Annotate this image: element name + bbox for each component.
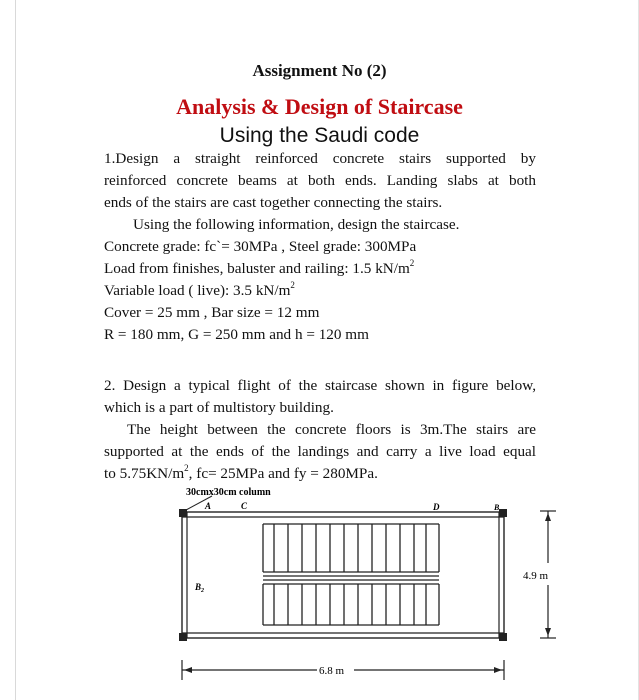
- staircase-plan-figure: [172, 483, 592, 693]
- label-b2: $B_2$: [195, 582, 205, 594]
- width-dimension-label: 6.8 m: [319, 665, 345, 677]
- q1-finishes-load: Load from finishes, baluster and railing: 1.5 $kN/m^2$: [104, 258, 415, 277]
- q2-line-1: 2. Design a typical flight of the staircase shown in figure below,: [104, 377, 536, 394]
- assignment-heading: Assignment No (2): [252, 61, 387, 80]
- q1-line-3: ends of the stairs are cast together connecting the stairs.: [104, 194, 443, 211]
- document-title: Analysis & Design of Staircase: [176, 94, 463, 119]
- column-label: 30cmx30cm column: [186, 487, 271, 498]
- column-top-right: [499, 509, 507, 517]
- q1-dimensions: R = 180 mm, G = 250 mm and h = 120 mm: [104, 326, 369, 343]
- q2-line-4: supported at the ends of the landings and carry a live load equal: [104, 443, 536, 460]
- label-a: A: [205, 501, 212, 511]
- height-arrow-top: [545, 513, 551, 521]
- q1-cover: Cover = 25 mm , Bar size = 12 mm: [104, 304, 320, 321]
- column-top-left: [179, 509, 187, 517]
- q1-variable-load: Variable load ( live): 3.5 $kN/m^2$: [104, 280, 295, 299]
- label-d: D: [433, 502, 440, 512]
- q1-line-2: reinforced concrete beams at both ends. Landing slabs at both: [104, 172, 536, 189]
- q1-line-4: Using the following information, design the staircase.: [133, 216, 460, 233]
- width-arrow-left: [184, 667, 192, 673]
- column-bottom-left: [179, 633, 187, 641]
- column-bottom-right: [499, 633, 507, 641]
- upper-flight: [263, 524, 439, 572]
- height-dimension-label: 4.9 m: [523, 570, 549, 582]
- q2-line-5: to $5.75KN/m^2$, fc= 25MPa and fy = 280MPa.: [104, 463, 378, 482]
- height-arrow-bottom: [545, 628, 551, 636]
- q1-line-1: 1.Design a straight reinforced concrete stairs supported by: [104, 150, 536, 167]
- q2-line-2: which is a part of multistory building.: [104, 399, 334, 416]
- label-b: B: [494, 503, 500, 512]
- q2-line-3: The height between the concrete floors is 3m.The stairs are: [127, 421, 536, 438]
- label-c: C: [241, 501, 248, 511]
- lower-flight: [263, 584, 439, 625]
- document-subtitle: Using the Saudi code: [219, 124, 420, 147]
- width-arrow-right: [494, 667, 502, 673]
- outer-wall: [182, 512, 504, 638]
- q1-concrete-grade: Concrete grade: fc`= 30MPa , Steel grade: 300MPa: [104, 238, 417, 255]
